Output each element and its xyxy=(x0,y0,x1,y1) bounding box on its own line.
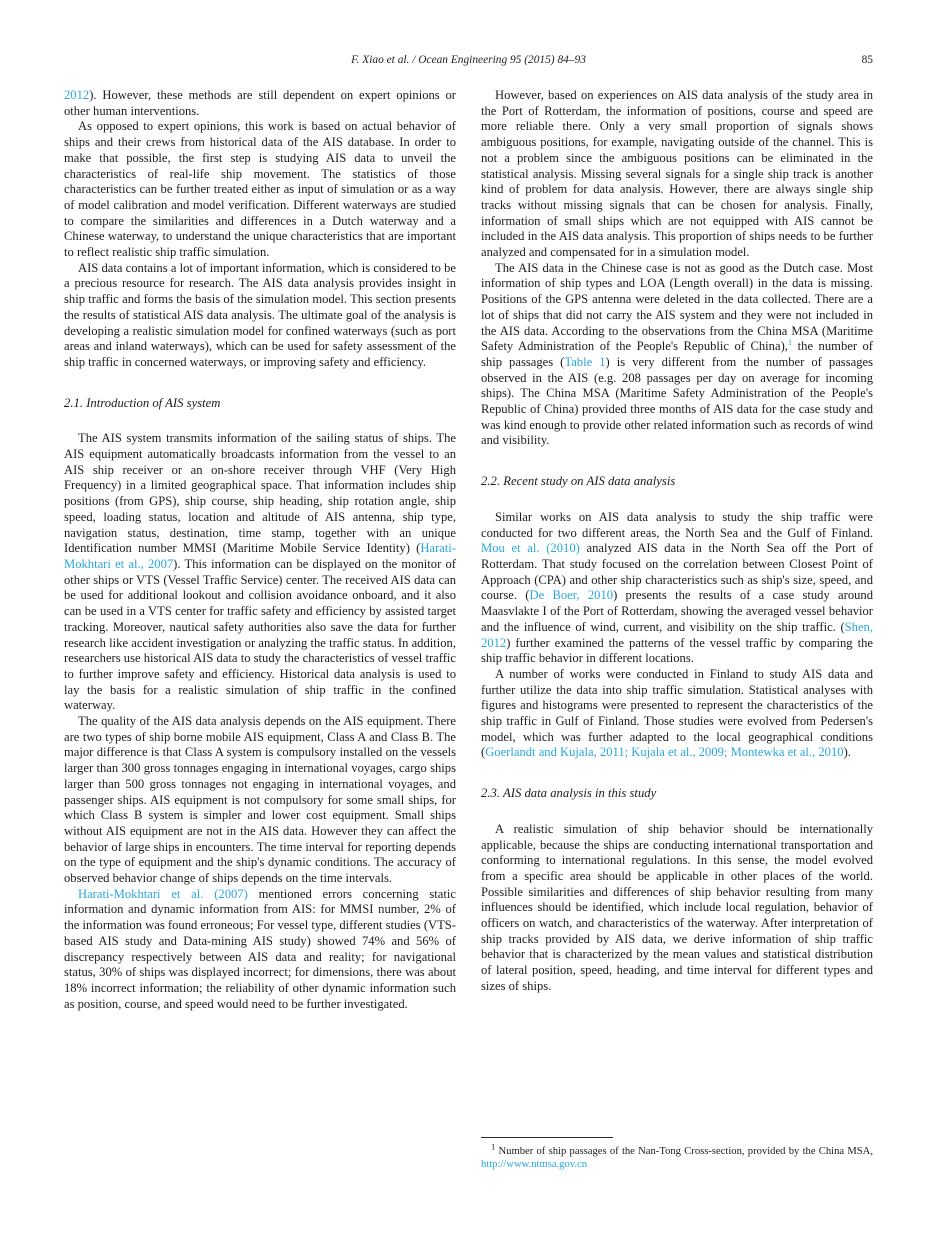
section-heading: 2.3. AIS data analysis in this study xyxy=(481,786,657,801)
page-number: 85 xyxy=(861,54,873,66)
paragraph xyxy=(481,822,873,995)
footnote-ref-link[interactable]: 1 xyxy=(787,337,793,348)
text-run: the number of ship passages ( xyxy=(481,339,874,369)
section-heading: 2.1. Introduction of AIS system xyxy=(64,395,221,410)
running-header xyxy=(64,54,873,66)
paragraph xyxy=(481,88,873,261)
right-column-flow xyxy=(481,88,873,995)
header-citation: F. Xiao et al. / Ocean Engineering 95 (2015) 84–93 xyxy=(351,54,586,66)
paragraph xyxy=(64,887,456,1013)
text-run: As opposed to expert opinions, this work is based on actual behavior of ships and their crews from historical data of the AIS database. In order to make that possible, the first step is studying AIS data to unveil the characteristics of real-life ship movement. The statistics of those characteristics can be further treated either as input of simulation or as a way of model calibration and model verification. Different waterways are studied to compare the similarities and differences in a Dutch waterway and a Chinese waterway, to understand the unique characteristics that are important to reflect realistic ship traffic simulation. xyxy=(64,119,456,260)
text-run: Similar works on AIS data analysis to study the ship traffic were conducted for two different areas, the North Sea and the Gulf of Finland. xyxy=(481,509,873,540)
footnote-text xyxy=(481,1141,873,1172)
text-run: ). xyxy=(843,745,851,760)
footnote-rule xyxy=(481,1137,613,1138)
footnote xyxy=(481,1133,873,1172)
footnote-url-link[interactable]: http://www.ntmsa.gov.cn xyxy=(481,1159,588,1171)
citation-link-harati-mokhtari-2007[interactable]: Harati-Mokhtari et al. (2007) xyxy=(78,886,248,901)
text-run: ) presents the results of a case study around Maasvlakte I of the Port of Rotterdam, showing the averaged vessel behavior and the influence of wind, current, and visibility on the ship traffic. ( xyxy=(481,588,874,634)
section-heading: 2.2. Recent study on AIS data analysis xyxy=(481,474,676,489)
citation-link-mou-2010[interactable]: Mou et al. (2010) xyxy=(481,541,580,556)
text-run: ). This information can be displayed on the monitor of other ships or VTS (Vessel Traffic Service) center. The received AIS data can be used for additional lookout and collision avoidance onboard, and it also can be used in a VTS center for traffic safety and efficiency by assisted target tracking. Moreover, nautical safety authorities also save the data for further research like accident investigation or analyzing the traffic status. In addition, researchers use historical AIS data to study the characteristics of vessel traffic to further improve safety and efficiency. Historical data analysis is used to lay the basis for a realistic simulation of ship traffic in the confined waterway. xyxy=(64,556,456,713)
footnote-marker: 1 xyxy=(491,1141,496,1152)
citation-link-2012[interactable]: 2012 xyxy=(64,88,90,102)
text-run: ) is very different from the number of passages observed in the AIS (e.g. 208 passages per day on average for incoming ships). The China MSA (Maritime Safety Administration of the People's Republic of China) provided three months of AIS data for the case study and was kind enough to provide other related information such as records of wind and visibility. xyxy=(481,354,873,448)
paragraph xyxy=(481,1141,873,1172)
text-run: The quality of the AIS data analysis depends on the AIS equipment. There are two types of ship borne mobile AIS equipment, Class A and Class B. The major difference is that Class A system is compulsory installed on the vessels larger than 300 gross tonnages engaging in international voyages, cargo ships larger than 500 gross tonnages not engaging in international voyages, and passenger ships. AIS equipment is not compulsory for some small ships, for which Class B system is simpler and lower cost equipment. Small ships without AIS equipment are not in the AIS data. However they can affect the behavior of large ships in encounters. The time interval for reporting depends on the type of equipment and the ship's dynamic conditions. The accuracy of observed behavior change of ships depends on the time intervals. xyxy=(64,714,456,886)
paragraph xyxy=(481,667,873,761)
text-run: analyzed AIS data in the North Sea off the Port of Rotterdam. That study focused on the correlation between Closest Point of Approach (CPA) and other ship characteristics such as ship's size, speed, and course. ( xyxy=(481,541,874,603)
citation-link-harati-mokhtari-2007[interactable]: Harati-Mokhtari et al., 2007 xyxy=(64,541,456,571)
text-run: However, based on experiences on AIS data analysis of the study area in the Port of Rotterdam, the information of positions, course and speed are more reliable there. Only a very small proportion of signals shows ambiguous positions, for example, navigating outside of the channel. This is not a problem since the ambiguous positions can be eliminated in the statistical analysis. Missing several signals for a single ship track is another kind of problem for data analysis. However, there are always single ship tracks without missing signals that can be chosen for analysis. Finally, information of small ships which are not equipped with AIS cannot be included in the AIS data analysis. This proportion of ships needs to be further analyzed and compensated for in a simulation model. xyxy=(481,88,873,260)
citation-link-de-boer-2010[interactable]: De Boer, 2010 xyxy=(529,588,614,603)
text-run: The AIS data in the Chinese case is not as good as the Dutch case. Most information of ship types and LOA (Length overall) in the data is missing. Positions of the GPS antenna were deleted in the data collected. There are a lot of ships that did not carry the AIS system and they were not included in the AIS data. According to the observations from the China MSA (Maritime Safety Administration of the People's Republic of China), xyxy=(481,260,873,354)
text-run: A number of works were conducted in Finland to study AIS data and further utilize the data into ship traffic simulation. Statistical analyses with figures and histograms were presented to represent the characteristics of the ship traffic in Gulf of Finland. Those studies were evolved from Pedersen's model, which was further adapted to the local geographical conditions ( xyxy=(481,666,873,760)
paragraph xyxy=(64,119,456,260)
text-run: ) further examined the patterns of the vessel traffic by comparing the ship traffic behavior in different locations. xyxy=(481,635,873,666)
text-run: The AIS system transmits information of the sailing status of ships. The AIS equipment automatically broadcasts information from the vessel to an AIS ship receiver or an on-shore receiver through VHF (Very High Frequency) in a limited geographical space. That information includes ship positions (from GPS), ship course, ship heading, ship rotation angle, ship speed, loading status, location and altitude of AIS antenna, ship type, navigation status, destination, time stamp, together with an unique Identification number MMSI (Maritime Mobile Service Identity) ( xyxy=(64,431,456,556)
right-column xyxy=(481,88,873,1172)
paragraph xyxy=(64,88,456,119)
table-1-link[interactable]: Table 1 xyxy=(564,354,606,369)
left-column xyxy=(64,88,456,1172)
paragraph xyxy=(64,714,456,887)
text-run: ). However, these methods are still dependent on expert opinions or other human interventions. xyxy=(64,88,456,118)
article-body xyxy=(64,88,873,1172)
text-run: A realistic simulation of ship behavior should be internationally applicable, because the ships are conducting international transportation and conforming to international regulations. In this sense, the model evolved from a specific area should be applicable in other places of the world. Possible similarities and differences of ship behavior resulting from many influences should be identified, which include local regulation, behavior of officers on watch, and characteristics of the waterway. After interpretation of ship tracks provided by AIS data, we derive information of ship traffic behavior that is characterized by the mean values and statistical distribution of lateral position, speed, heading, and time interval for different types and sizes of ships. xyxy=(481,821,873,993)
paragraph xyxy=(64,431,456,714)
citation-link-goerlandt-kujala-montewka[interactable]: Goerlandt and Kujala, 2011; Kujala et al., 2009; Montewka et al., 2010 xyxy=(485,745,844,760)
citation-link-shen-2012[interactable]: Shen, 2012 xyxy=(481,619,873,650)
paragraph xyxy=(481,261,873,449)
text-run: AIS data contains a lot of important information, which is considered to be a precious resource for research. The AIS data analysis provides insight in ship traffic and forms the basis of the simulation model. This section presents the results of statistical AIS data analysis. The ultimate goal of the analysis is developing a realistic simulation model for confined waterways (such as port areas and inland waterways), which can be used for safety assessment of the ship traffic in concerned waterways, or improving safety and efficiency. xyxy=(64,260,456,369)
paragraph xyxy=(481,510,873,667)
paragraph xyxy=(64,261,456,371)
text-run: Number of ship passages of the Nan-Tong Cross-section, provided by the China MSA, xyxy=(495,1145,873,1157)
text-run: mentioned errors concerning static information and dynamic information from AIS: for MMSI number, 2% of the information was found erroneous; For vessel type, different studies (VTS-based AIS study and Data-mining AIS study) showed 74% and 56% of discrepancy respectively between AIS data and reality; for navigational status, 30% of ships was displayed incorrect; for dimensions, there was about 18% incorrect information; the reliability of other dynamic information such as position, course, and speed would need to be further investigated. xyxy=(64,886,456,1011)
